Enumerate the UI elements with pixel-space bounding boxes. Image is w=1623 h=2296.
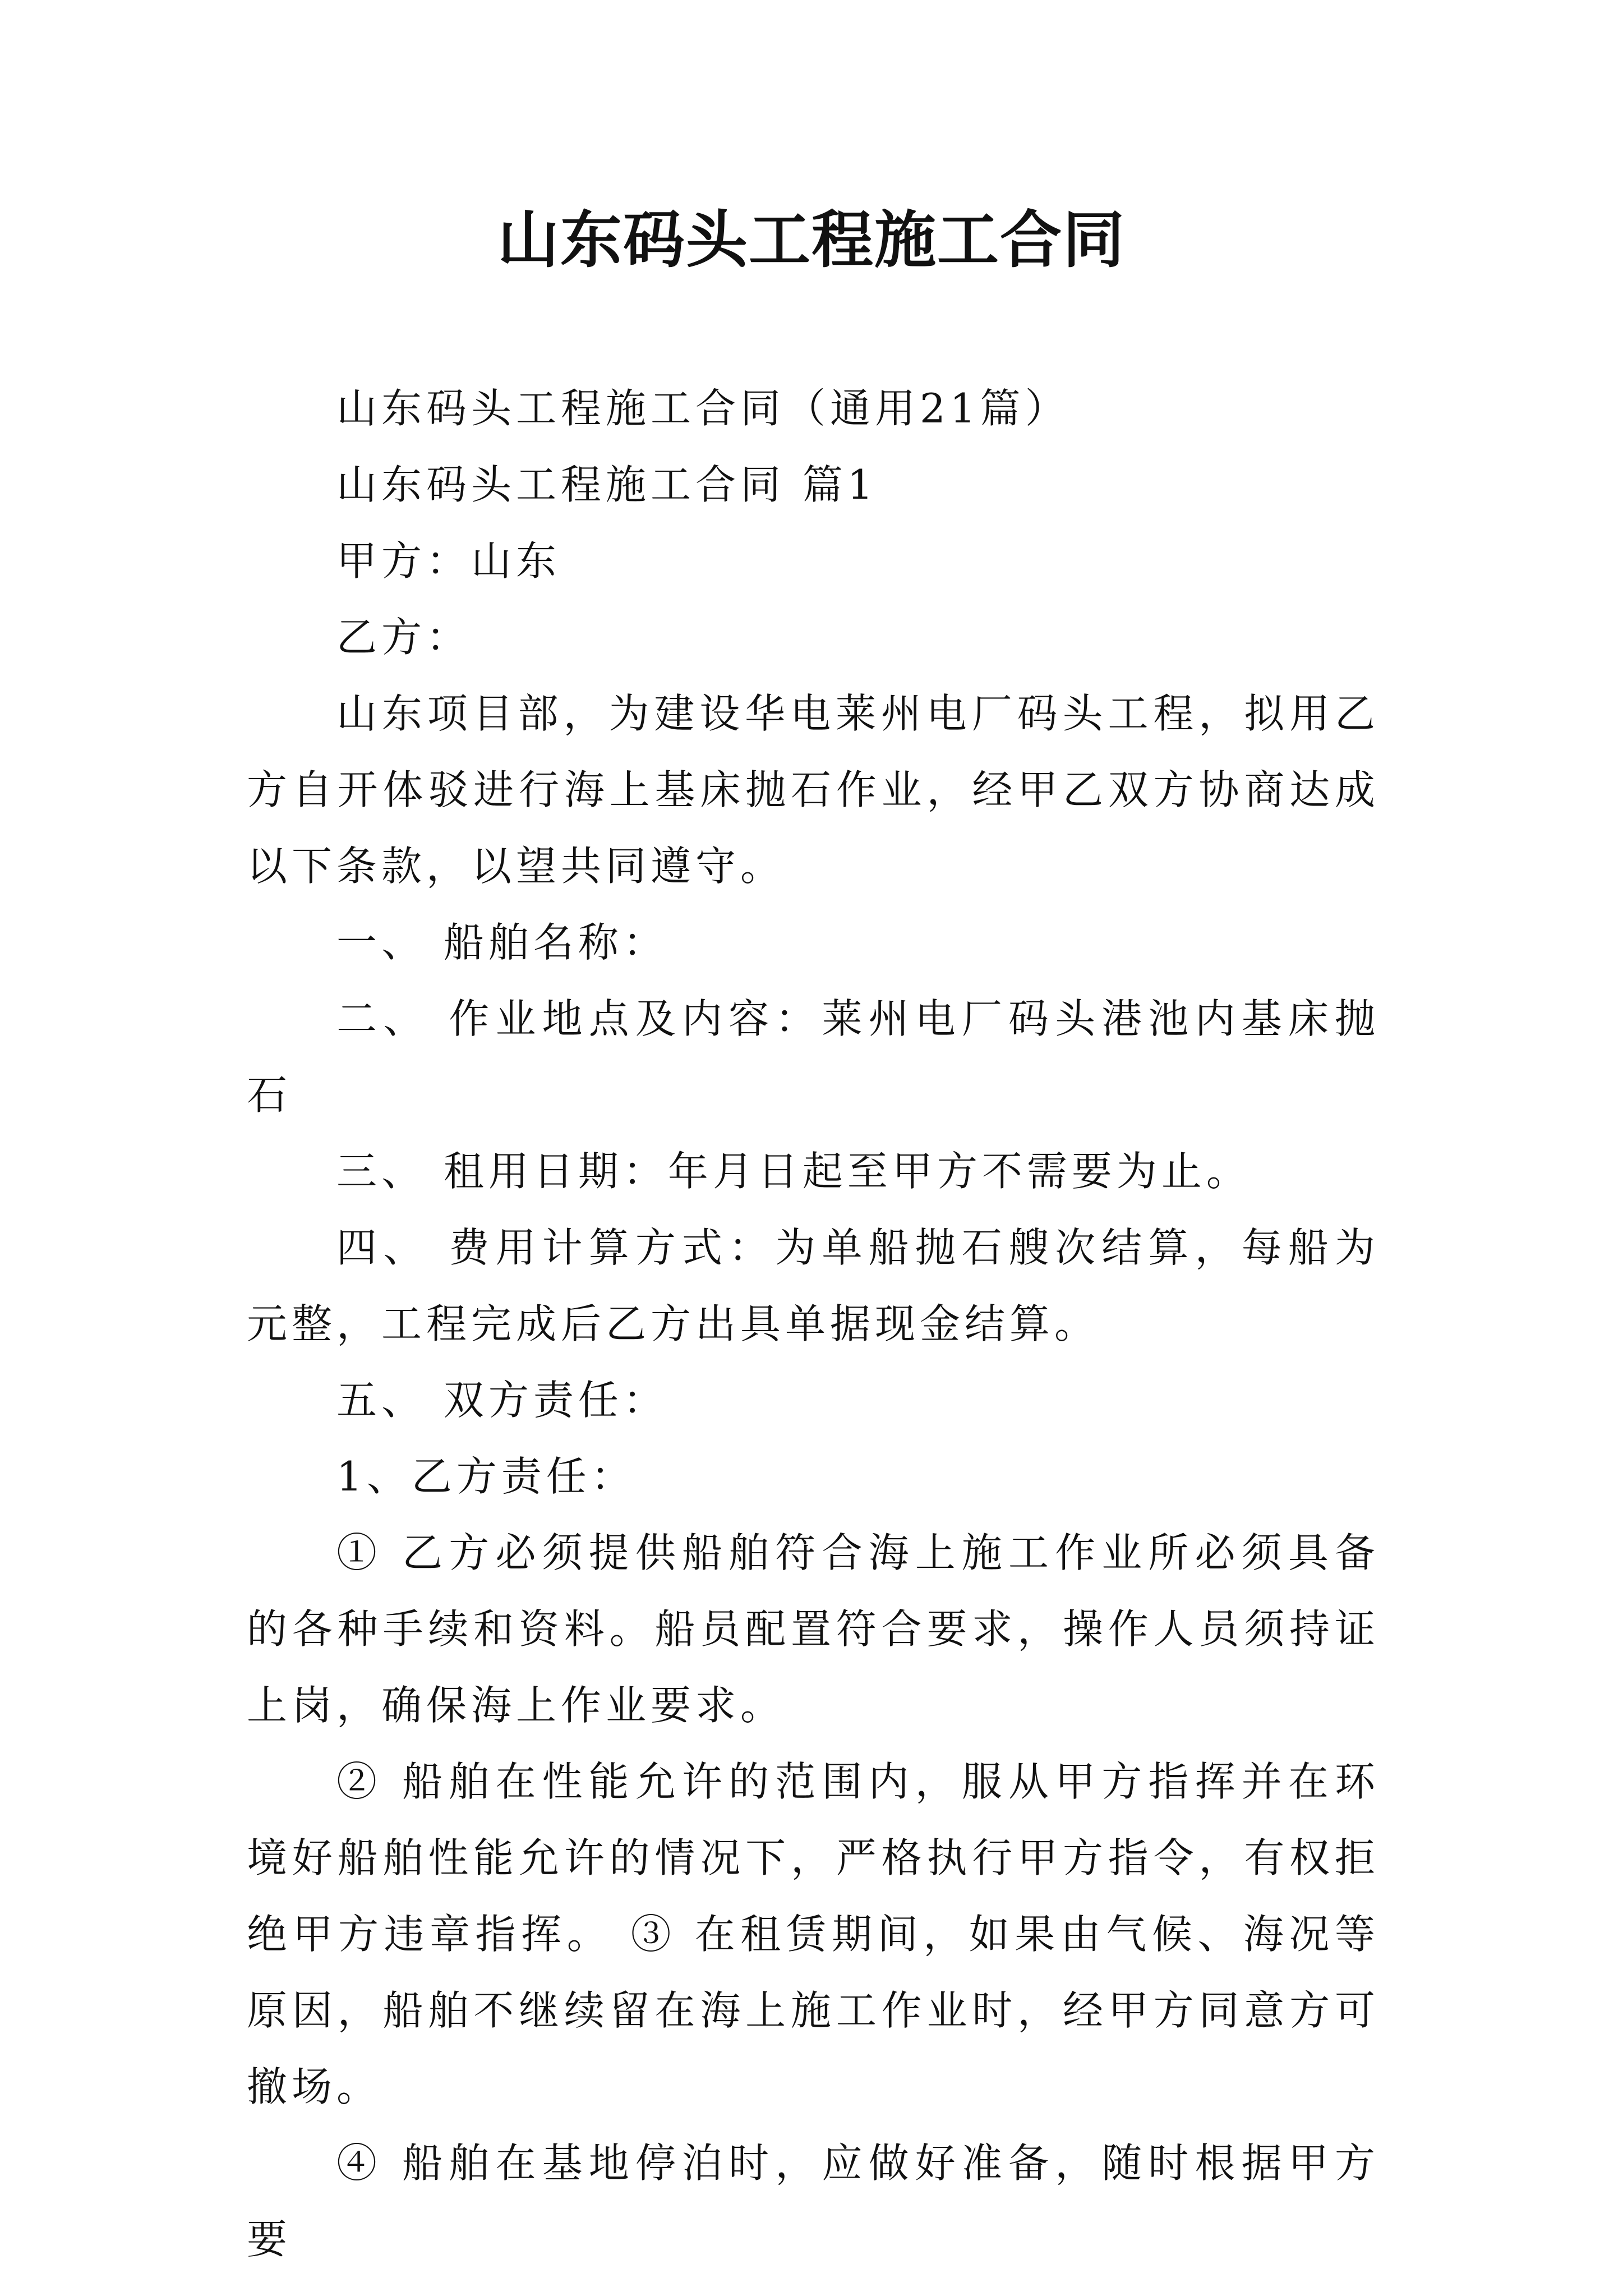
- paragraph-duty-4: ④ 船舶在基地停泊时，应做好准备，随时根据甲方要: [247, 2139, 1380, 2263]
- paragraph-clause-3: 三、 租用日期：年月日起至甲方不需要为止。: [336, 1148, 1251, 1195]
- document-body: [247, 370, 1380, 2277]
- paragraph-party-b: 乙方：: [336, 614, 472, 661]
- paragraph-intro: 山东项目部，为建设华电莱州电厂码头工程，拟用乙方自开体驳进行海上基床抛石作业，经甲乙双方协商达成以下条款，以望共同遵守。: [247, 690, 1380, 890]
- paragraph-clause-2: 二、 作业地点及内容：莱州电厂码头港池内基床抛石: [247, 995, 1380, 1119]
- paragraph-subtitle: 山东码头工程施工合同（通用21篇）: [336, 385, 1070, 432]
- paragraph-clause-1: 一、 船舶名称：: [336, 919, 668, 966]
- paragraph-duty-1: ① 乙方必须提供船舶符合海上施工作业所必须具备的各种手续和资料。船员配置符合要求，操作人员须持证上岗，确保海上作业要求。: [247, 1529, 1380, 1729]
- paragraph-party-b-duties: 1、乙方责任：: [336, 1453, 636, 1500]
- paragraph-clause-5: 五、 双方责任：: [336, 1377, 668, 1424]
- paragraph-duty-2-3: ② 船舶在性能允许的范围内，服从甲方指挥并在环境好船舶性能允许的情况下，严格执行甲方指令，有权拒绝甲方违章指挥。 ③ 在租赁期间，如果由气候、海况等原因，船舶不继续留在海上施工作业时，经甲方同意方可撤场。: [247, 1758, 1380, 2110]
- paragraph-party-a: 甲方：山东: [336, 537, 561, 585]
- paragraph-section-heading: 山东码头工程施工合同 篇1: [336, 461, 878, 508]
- document-title: 山东码头工程施工合同: [497, 204, 1126, 276]
- paragraph-clause-4: 四、 费用计算方式：为单船抛石艘次结算，每船为元整，工程完成后乙方出具单据现金结算。: [247, 1224, 1380, 1347]
